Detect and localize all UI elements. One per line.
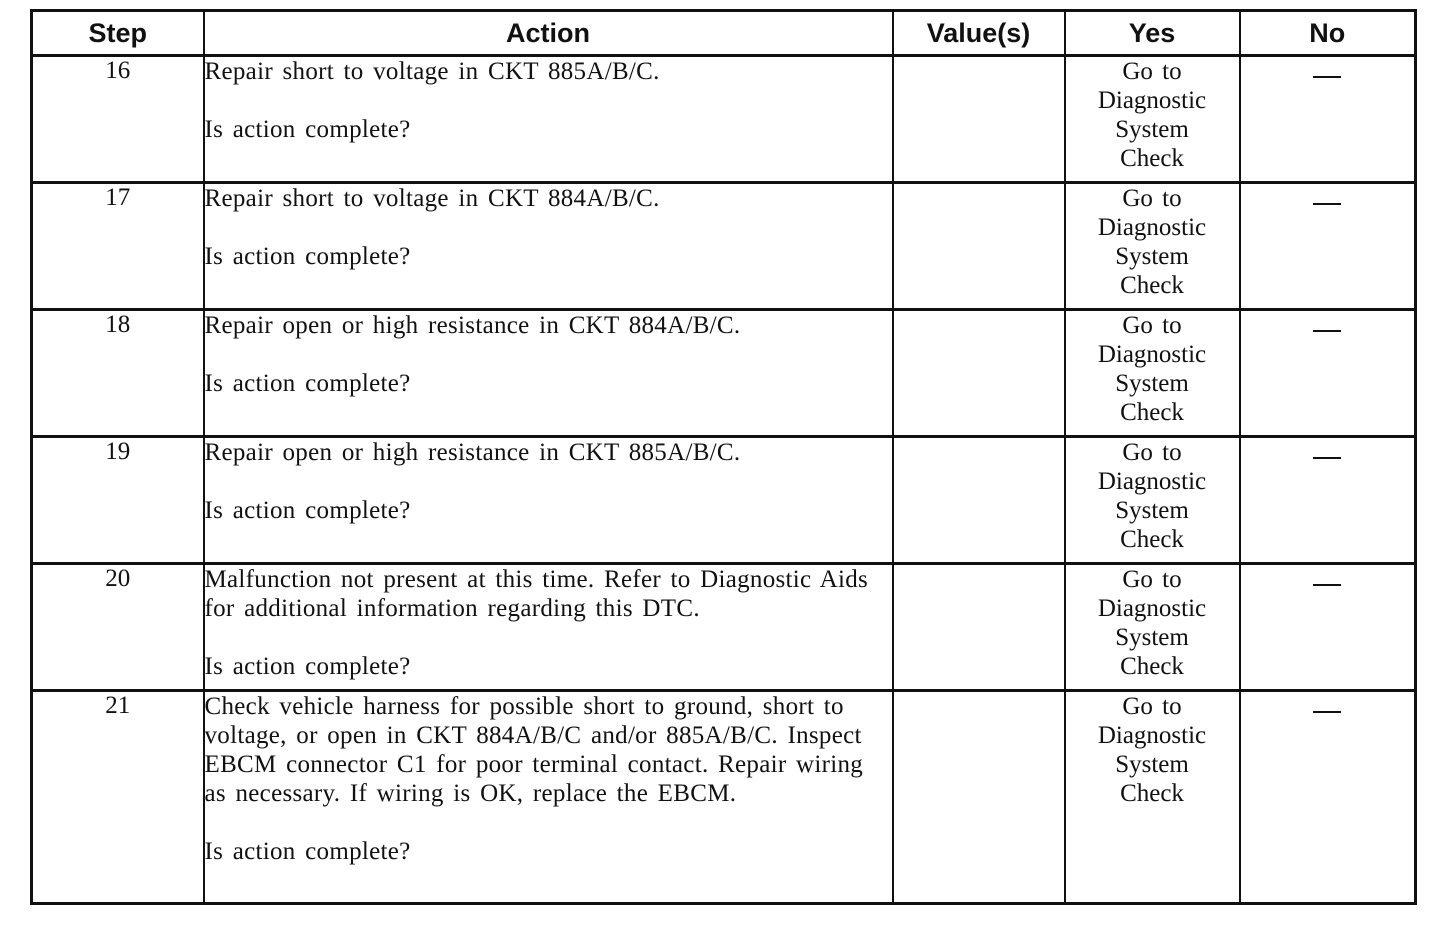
action-text: Repair short to voltage in CKT 884A/B/C. (204, 185, 660, 212)
header-row (32, 11, 1416, 56)
no-dash (1313, 457, 1341, 459)
value-cell (893, 437, 1065, 564)
yes-text-line: Check (1120, 399, 1184, 426)
yes-cell (1065, 437, 1240, 564)
no-dash (1313, 711, 1341, 713)
yes-text-line: System (1115, 116, 1189, 143)
action-text: Repair open or high resistance in CKT 885A/B/C. (204, 439, 741, 466)
table-row (32, 310, 1416, 437)
action-cell (204, 564, 893, 691)
header-action: Action (204, 11, 893, 56)
no-dash (1313, 203, 1341, 205)
yes-text-line: Check (1120, 272, 1184, 299)
value-cell (893, 56, 1065, 183)
yes-text-line: Diagnostic (1097, 722, 1207, 749)
yes-text-line: Go to (1122, 185, 1182, 212)
yes-text-line: Go to (1122, 693, 1182, 720)
action-question: Is action complete? (204, 838, 411, 865)
yes-text-line: System (1115, 497, 1189, 524)
step-number: 18 (32, 310, 204, 437)
action-question: Is action complete? (204, 370, 411, 397)
value-cell (893, 691, 1065, 904)
action-cell (204, 691, 893, 904)
no-cell (1240, 437, 1416, 564)
no-cell (1240, 183, 1416, 310)
table-row (32, 56, 1416, 183)
no-cell (1240, 691, 1416, 904)
yes-text-line: System (1115, 370, 1189, 397)
yes-text-line: System (1115, 624, 1189, 651)
header-yes: Yes (1065, 11, 1240, 56)
yes-cell (1065, 564, 1240, 691)
yes-text-line: Check (1120, 145, 1184, 172)
header-values: Value(s) (893, 11, 1065, 56)
no-cell (1240, 56, 1416, 183)
yes-text-line: System (1115, 751, 1189, 778)
header-no: No (1240, 11, 1416, 56)
yes-text-line: Go to (1122, 312, 1182, 339)
no-cell (1240, 310, 1416, 437)
table-row (32, 564, 1416, 691)
action-text: Repair open or high resistance in CKT 884A/B/C. (204, 312, 741, 339)
value-cell (893, 564, 1065, 691)
step-number: 21 (32, 691, 204, 904)
yes-text-line: Diagnostic (1097, 341, 1207, 368)
value-cell (893, 183, 1065, 310)
action-question: Is action complete? (204, 243, 411, 270)
yes-text-line: Check (1120, 526, 1184, 553)
value-cell (893, 310, 1065, 437)
yes-text-line: Check (1120, 653, 1184, 680)
yes-cell (1065, 56, 1240, 183)
no-dash (1313, 76, 1341, 78)
yes-text-line: System (1115, 243, 1189, 270)
action-text: Repair short to voltage in CKT 885A/B/C. (204, 58, 660, 85)
action-text: Malfunction not present at this time. Refer to Diagnostic Aids for additional information regarding this DTC. (204, 566, 869, 622)
yes-text-line: Diagnostic (1097, 468, 1207, 495)
yes-cell (1065, 691, 1240, 904)
table-row (32, 691, 1416, 904)
action-question: Is action complete? (204, 116, 411, 143)
action-cell (204, 437, 893, 564)
action-text: Check vehicle harness for possible short to ground, short to voltage, or open in CKT 884A/B/C and/or 885A/B/C. Inspect EBCM connector C1 for poor terminal contact. Repair wiring as necessary. If wiring is OK, replace the EBCM. (204, 693, 864, 807)
no-cell (1240, 564, 1416, 691)
action-question: Is action complete? (204, 497, 411, 524)
step-number: 16 (32, 56, 204, 183)
action-cell (204, 56, 893, 183)
table-row (32, 183, 1416, 310)
table-row (32, 437, 1416, 564)
yes-text-line: Diagnostic (1097, 214, 1207, 241)
yes-text-line: Go to (1122, 566, 1182, 593)
yes-text-line: Check (1120, 780, 1184, 807)
action-question: Is action complete? (204, 653, 411, 680)
yes-text-line: Go to (1122, 58, 1182, 85)
step-number: 17 (32, 183, 204, 310)
action-cell (204, 183, 893, 310)
action-cell (204, 310, 893, 437)
yes-text-line: Diagnostic (1097, 87, 1207, 114)
diagnostic-table (30, 9, 1417, 905)
yes-cell (1065, 310, 1240, 437)
yes-text-line: Go to (1122, 439, 1182, 466)
no-dash (1313, 584, 1341, 586)
no-dash (1313, 330, 1341, 332)
yes-cell (1065, 183, 1240, 310)
step-number: 20 (32, 564, 204, 691)
yes-text-line: Diagnostic (1097, 595, 1207, 622)
step-number: 19 (32, 437, 204, 564)
header-step: Step (32, 11, 204, 56)
